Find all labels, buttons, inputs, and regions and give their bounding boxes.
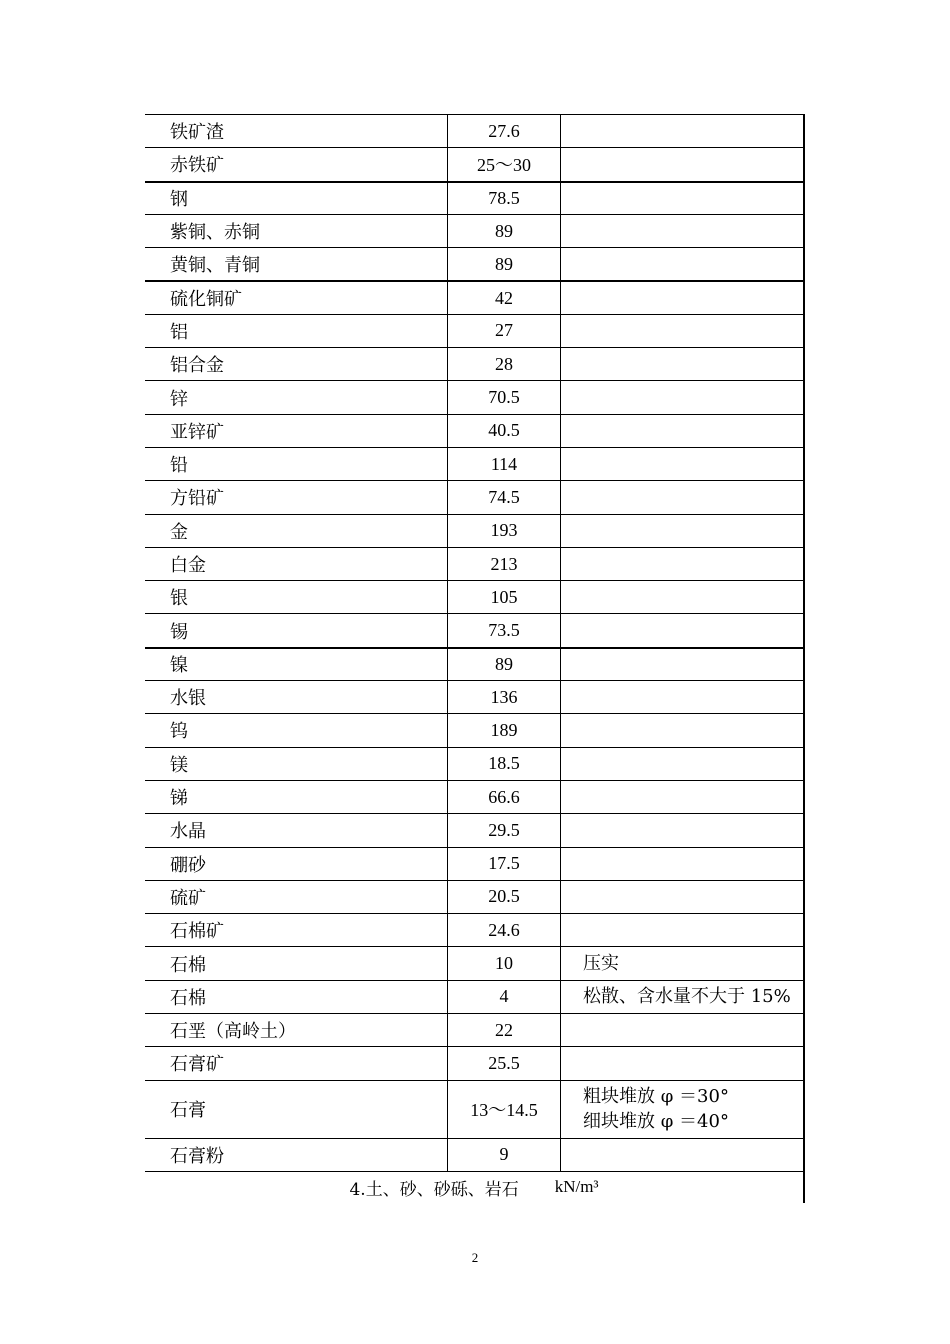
table-row xyxy=(145,1013,805,1046)
table-row xyxy=(145,181,805,214)
remark-cell xyxy=(561,381,805,413)
material-name-cell: 方铅矿 xyxy=(145,481,448,513)
material-name-cell: 赤铁矿 xyxy=(145,148,448,180)
table-row xyxy=(145,647,805,680)
material-name-cell: 石棉 xyxy=(145,947,448,979)
unit-weight-cell: 27 xyxy=(448,315,561,347)
table-row xyxy=(145,514,805,547)
remark-cell xyxy=(561,315,805,347)
table-row xyxy=(145,1046,805,1079)
material-name-cell: 石膏 xyxy=(145,1081,448,1138)
table-row xyxy=(145,680,805,713)
unit-weight-cell: 25.5 xyxy=(448,1047,561,1079)
table-row xyxy=(145,747,805,780)
table-row xyxy=(145,314,805,347)
remark-cell xyxy=(561,481,805,513)
material-name-cell: 铝合金 xyxy=(145,348,448,380)
remark-cell xyxy=(561,115,805,147)
remark-cell xyxy=(561,1047,805,1079)
unit-weight-cell: 24.6 xyxy=(448,914,561,946)
table-row xyxy=(145,713,805,746)
unit-weight-cell: 89 xyxy=(448,215,561,247)
unit-weight-cell: 10 xyxy=(448,947,561,979)
section-caption xyxy=(145,1171,805,1203)
remark-cell xyxy=(561,649,805,680)
remark-cell xyxy=(561,581,805,613)
remark-cell xyxy=(561,1139,805,1171)
remark-cell xyxy=(561,947,805,979)
table-row xyxy=(145,214,805,247)
material-name-cell: 白金 xyxy=(145,548,448,580)
remark-cell xyxy=(561,215,805,247)
material-name-cell: 硫矿 xyxy=(145,881,448,913)
unit-weight-cell: 89 xyxy=(448,248,561,280)
unit-weight-cell: 66.6 xyxy=(448,781,561,813)
remark-cell xyxy=(561,748,805,780)
table-row xyxy=(145,280,805,313)
table-row xyxy=(145,580,805,613)
table-row xyxy=(145,480,805,513)
unit-weight-cell: 27.6 xyxy=(448,115,561,147)
table-row xyxy=(145,946,805,979)
table-row xyxy=(145,247,805,280)
material-name-cell: 石棉 xyxy=(145,981,448,1013)
remark-cell xyxy=(561,1081,805,1138)
unit-weight-cell: 29.5 xyxy=(448,814,561,846)
material-name-cell: 石膏矿 xyxy=(145,1047,448,1079)
remark-cell xyxy=(561,848,805,880)
unit-weight-cell: 13～14.5 xyxy=(448,1081,561,1138)
unit-weight-cell: 17.5 xyxy=(448,848,561,880)
material-name-cell: 硼砂 xyxy=(145,848,448,880)
remark-cell xyxy=(561,448,805,480)
material-name-cell: 锌 xyxy=(145,381,448,413)
unit-weight-cell: 40.5 xyxy=(448,415,561,447)
table-row xyxy=(145,613,805,646)
unit-weight-cell: 20.5 xyxy=(448,881,561,913)
remark-cell xyxy=(561,681,805,713)
unit-weight-cell: 89 xyxy=(448,649,561,680)
page-number: 2 xyxy=(471,1250,479,1265)
table-row xyxy=(145,913,805,946)
material-name-cell: 镍 xyxy=(145,649,448,680)
remark-cell xyxy=(561,1014,805,1046)
table-row xyxy=(145,1080,805,1138)
unit-weight-cell: 4 xyxy=(448,981,561,1013)
remark-cell xyxy=(561,282,805,313)
remark-cell xyxy=(561,714,805,746)
material-name-cell: 银 xyxy=(145,581,448,613)
material-name-cell: 金 xyxy=(145,515,448,547)
material-name-cell: 锑 xyxy=(145,781,448,813)
material-name-cell: 水银 xyxy=(145,681,448,713)
material-name-cell: 镁 xyxy=(145,748,448,780)
material-name-cell: 硫化铜矿 xyxy=(145,282,448,313)
table-row xyxy=(145,380,805,413)
remark-cell xyxy=(561,515,805,547)
material-name-cell: 黄铜、青铜 xyxy=(145,248,448,280)
remark-cell xyxy=(561,415,805,447)
remark-cell xyxy=(561,814,805,846)
remark-cell xyxy=(561,148,805,180)
table-row xyxy=(145,880,805,913)
material-name-cell: 水晶 xyxy=(145,814,448,846)
unit-weight-cell: 105 xyxy=(448,581,561,613)
material-name-cell: 钢 xyxy=(145,183,448,214)
remark-line: 松散、含水量不大于 15% xyxy=(583,986,791,1008)
unit-weight-cell: 18.5 xyxy=(448,748,561,780)
remark-cell xyxy=(561,614,805,646)
material-name-cell: 亚锌矿 xyxy=(145,415,448,447)
unit-weight-cell: 78.5 xyxy=(448,183,561,214)
material-name-cell: 钨 xyxy=(145,714,448,746)
material-name-cell: 石垩（高岭土） xyxy=(145,1014,448,1046)
table-row xyxy=(145,447,805,480)
unit-weight-cell: 189 xyxy=(448,714,561,746)
material-name-cell: 铅 xyxy=(145,448,448,480)
unit-weight-cell: 42 xyxy=(448,282,561,313)
table-row xyxy=(145,780,805,813)
material-name-cell: 石膏粉 xyxy=(145,1139,448,1171)
table-row xyxy=(145,1138,805,1171)
unit-weight-cell: 114 xyxy=(448,448,561,480)
material-name-cell: 铝 xyxy=(145,315,448,347)
remark-line: 压实 xyxy=(583,953,619,975)
material-name-cell: 紫铜、赤铜 xyxy=(145,215,448,247)
unit-weight-cell: 22 xyxy=(448,1014,561,1046)
remark-cell xyxy=(561,881,805,913)
table-row xyxy=(145,147,805,180)
remark-cell xyxy=(561,348,805,380)
table-row xyxy=(145,114,805,147)
table-row xyxy=(145,547,805,580)
material-name-cell: 铁矿渣 xyxy=(145,115,448,147)
table-row xyxy=(145,847,805,880)
remark-line: 细块堆放 φ ＝40° xyxy=(583,1111,729,1133)
unit-weight-cell: 28 xyxy=(448,348,561,380)
remark-cell xyxy=(561,183,805,214)
table-row xyxy=(145,347,805,380)
remark-cell xyxy=(561,981,805,1013)
unit-weight-cell: 70.5 xyxy=(448,381,561,413)
remark-line: 粗块堆放 φ ＝30° xyxy=(583,1086,729,1108)
unit-weight-cell: 73.5 xyxy=(448,614,561,646)
unit-weight-cell: 9 xyxy=(448,1139,561,1171)
table-row xyxy=(145,813,805,846)
table-row xyxy=(145,980,805,1013)
material-weight-table xyxy=(145,114,805,1203)
unit-weight-cell: 213 xyxy=(448,548,561,580)
unit-weight-cell: 74.5 xyxy=(448,481,561,513)
material-name-cell: 锡 xyxy=(145,614,448,646)
unit-weight-cell: 25～30 xyxy=(448,148,561,180)
remark-cell xyxy=(561,548,805,580)
section-unit: kN/m³ xyxy=(554,1177,599,1197)
unit-weight-cell: 136 xyxy=(448,681,561,713)
remark-cell xyxy=(561,914,805,946)
unit-weight-cell: 193 xyxy=(448,515,561,547)
remark-cell xyxy=(561,248,805,280)
material-name-cell: 石棉矿 xyxy=(145,914,448,946)
remark-cell xyxy=(561,781,805,813)
section-title: 4.土、砂、砂砾、岩石 xyxy=(349,1179,519,1200)
table-row xyxy=(145,414,805,447)
